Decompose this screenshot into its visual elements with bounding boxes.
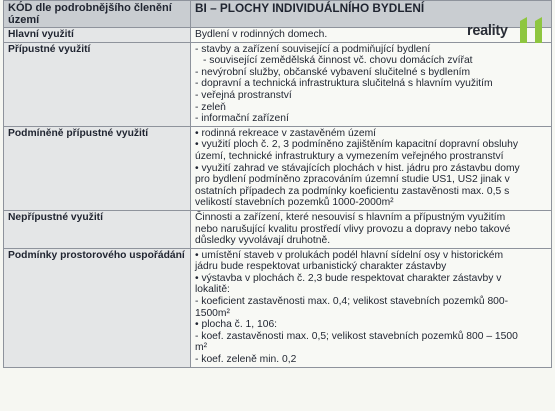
content-line: jádru bude respektovat urbanistický charakter zástavby: [195, 261, 447, 273]
reality-logo: [467, 17, 549, 43]
row-label: Přípustné využití: [4, 42, 191, 126]
content-line: - související zemědělská činnost vč. chovu domácích zvířat: [203, 55, 473, 67]
table-row: [4, 42, 552, 126]
content-line: - veřejná prostranství: [195, 89, 292, 101]
row-content: [191, 248, 552, 367]
regulation-table: [3, 0, 552, 368]
content-line: důsledky vyvolávají druhotně.: [195, 235, 331, 247]
content-line: - koeficient zastavěnosti max. 0,4; velikost stavebních pozemků 800-: [195, 296, 509, 308]
reality-11-logo-icon: [517, 17, 549, 43]
row-label: Nepřípustné využití: [4, 210, 191, 248]
content-line: 1500m²: [195, 307, 230, 319]
row-label: Podmínky prostorového uspořádání: [4, 248, 191, 367]
content-line: - informační zařízení: [195, 113, 289, 125]
content-line: lokalitě:: [195, 284, 230, 296]
content-line: ostatních případech za podmínky koeficientu zastavěnosti max. 0,5 s: [195, 185, 510, 197]
content-line: • výstavba v plochách č. 2,3 bude respektovat charakter zástavby v: [195, 272, 502, 284]
content-line: pro bydlení podmíněno zpracováním územní studie US1, US2 jinak v: [195, 174, 510, 186]
content-line: Činnosti a zařízení, které nesouvisí s hlavním a přípustným využitím: [195, 211, 506, 223]
content-line: - stavby a zařízení související a podmiňující bydlení: [195, 43, 431, 55]
content-line: - zeleň: [195, 101, 226, 113]
row-content: [191, 126, 552, 210]
row-label: Hlavní využití: [4, 28, 191, 43]
content-line: • rodinná rekreace v zastavěném území: [195, 127, 377, 139]
table-row: [4, 126, 552, 210]
content-line: nebo narušující kvalitu prostředí vlivy provozu a dopravy nebo takové: [195, 223, 511, 235]
content-line: - koef. zastavěnosti max. 0,5; velikost stavebních pozemků 800 – 1500: [195, 330, 518, 342]
content-line: m²: [195, 342, 208, 354]
content-line: • umístění staveb v prolukách podél hlavní sídelní osy v historickém: [195, 249, 504, 261]
content-line: území, technické infrastruktury a vymezením veřejného prostranství: [195, 150, 504, 162]
content-line: • využití zahrad ve stávajících plochách v hist. jádru pro zástavbu domy: [195, 162, 520, 174]
area-title-cell: BI – PLOCHY INDIVIDUÁLNÍHO BYDLENÍ: [191, 1, 552, 28]
content-line: - nevýrobní služby, občanské vybavení slučitelné s bydlením: [195, 66, 471, 78]
code-header-cell: KÓD dle podrobnějšího členění území: [4, 1, 191, 28]
table-row: [4, 210, 552, 248]
table-row: [4, 248, 552, 367]
row-content: [191, 210, 552, 248]
content-line: velikostí stavebních pozemků 1000-2000m²: [195, 197, 394, 209]
row-content: [191, 42, 552, 126]
content-line: - koef. zeleně min. 0,2: [195, 354, 297, 366]
content-line: • plocha č. 1, 106:: [195, 319, 278, 331]
content-line: Bydlení v rodinných domech.: [195, 29, 328, 40]
content-line: • využití ploch č. 2, 3 podmíněno zajištěním kapacitní dopravní obsluhy: [195, 139, 518, 151]
row-label: Podmíněně přípustné využití: [4, 126, 191, 210]
logo-text: reality: [467, 23, 508, 39]
content-line: - dopravní a technická infrastruktura slučitelná s hlavním využitím: [195, 78, 493, 90]
